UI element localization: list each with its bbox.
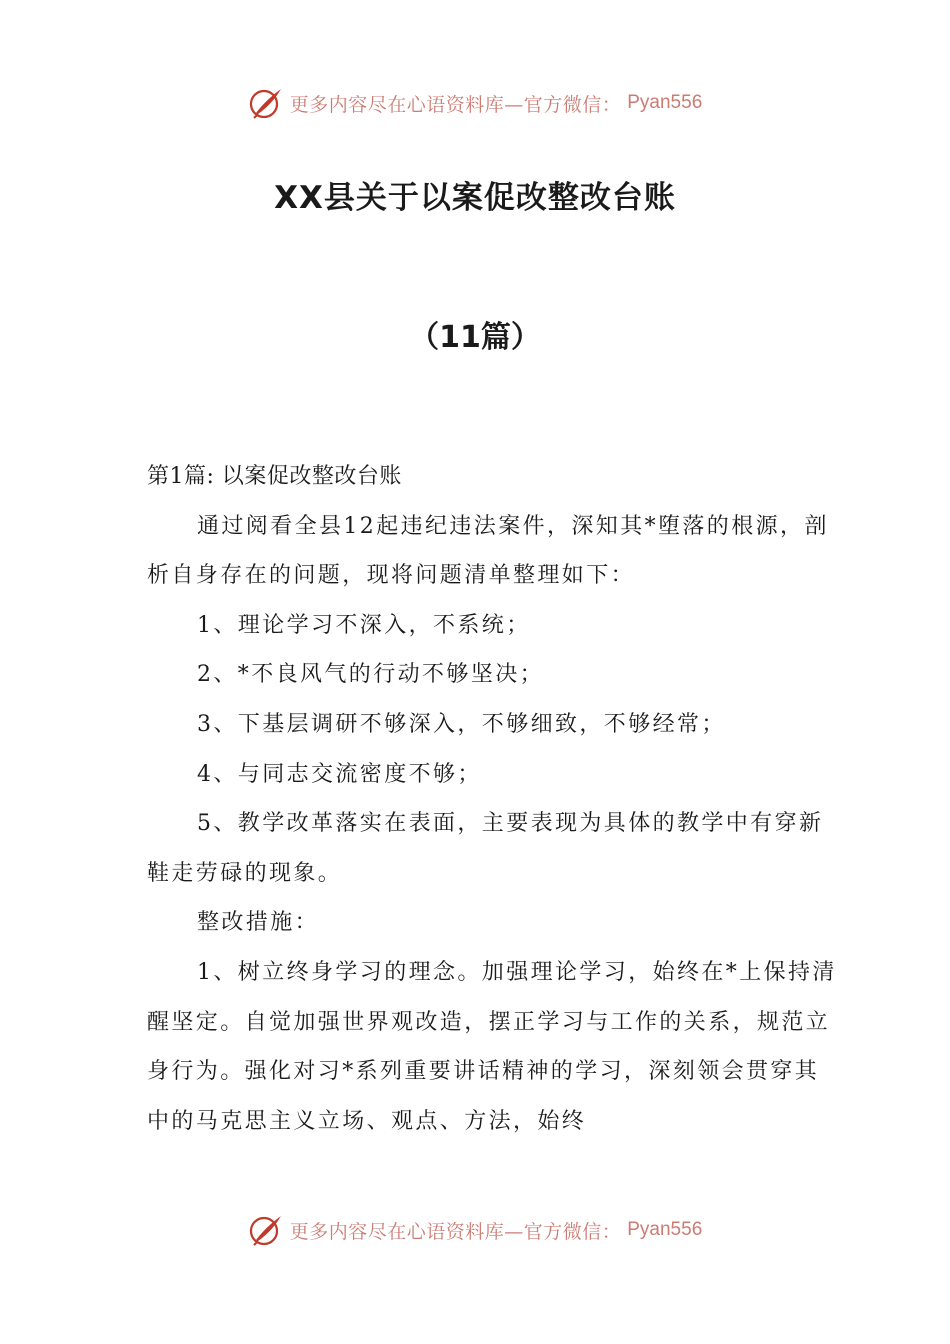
document-body bbox=[147, 452, 837, 1146]
quill-logo-icon bbox=[248, 1212, 284, 1248]
wechat-id: Pyan556 bbox=[627, 1219, 703, 1240]
document-title: XX县关于以案促改整改台账 bbox=[274, 180, 676, 216]
header-watermark-banner bbox=[0, 83, 950, 123]
wechat-id: Pyan556 bbox=[627, 92, 703, 113]
measures-label: 整改措施： bbox=[197, 910, 320, 936]
section-heading: 第1篇: 以案促改整改台账 bbox=[147, 464, 402, 489]
banner-text: 更多内容尽在心语资料库—官方微信： bbox=[289, 93, 622, 116]
quill-logo-icon bbox=[248, 85, 284, 121]
banner-text: 更多内容尽在心语资料库—官方微信： bbox=[289, 1220, 622, 1243]
problem-item: 3、下基层调研不够深入，不够细致，不够经常； bbox=[197, 711, 726, 737]
problem-item: 1、理论学习不深入，不系统； bbox=[197, 612, 531, 638]
measure-item: 1、树立终身学习的理念。加强理论学习，始终在*上保持清醒坚定。自觉加强世界观改造，摆正学习与工作的关系，规范立身行为。强化对习*系列重要讲话精神的学习，深刻领会贯穿其中的马克思主义立场、观点、方法，始终 bbox=[147, 959, 837, 1134]
document-subtitle: （11篇） bbox=[409, 320, 541, 355]
intro-paragraph: 通过阅看全县12起违纪违法案件，深知其*堕落的根源，剖析自身存在的问题，现将问题清单整理如下： bbox=[147, 513, 829, 589]
problem-item: 5、教学改革落实在表面，主要表现为具体的教学中有穿新鞋走劳碌的现象。 bbox=[147, 811, 824, 886]
problem-item: 2、*不良风气的行动不够坚决； bbox=[197, 662, 544, 688]
footer-watermark-banner bbox=[0, 1210, 950, 1250]
problem-item: 4、与同志交流密度不够； bbox=[197, 761, 482, 787]
